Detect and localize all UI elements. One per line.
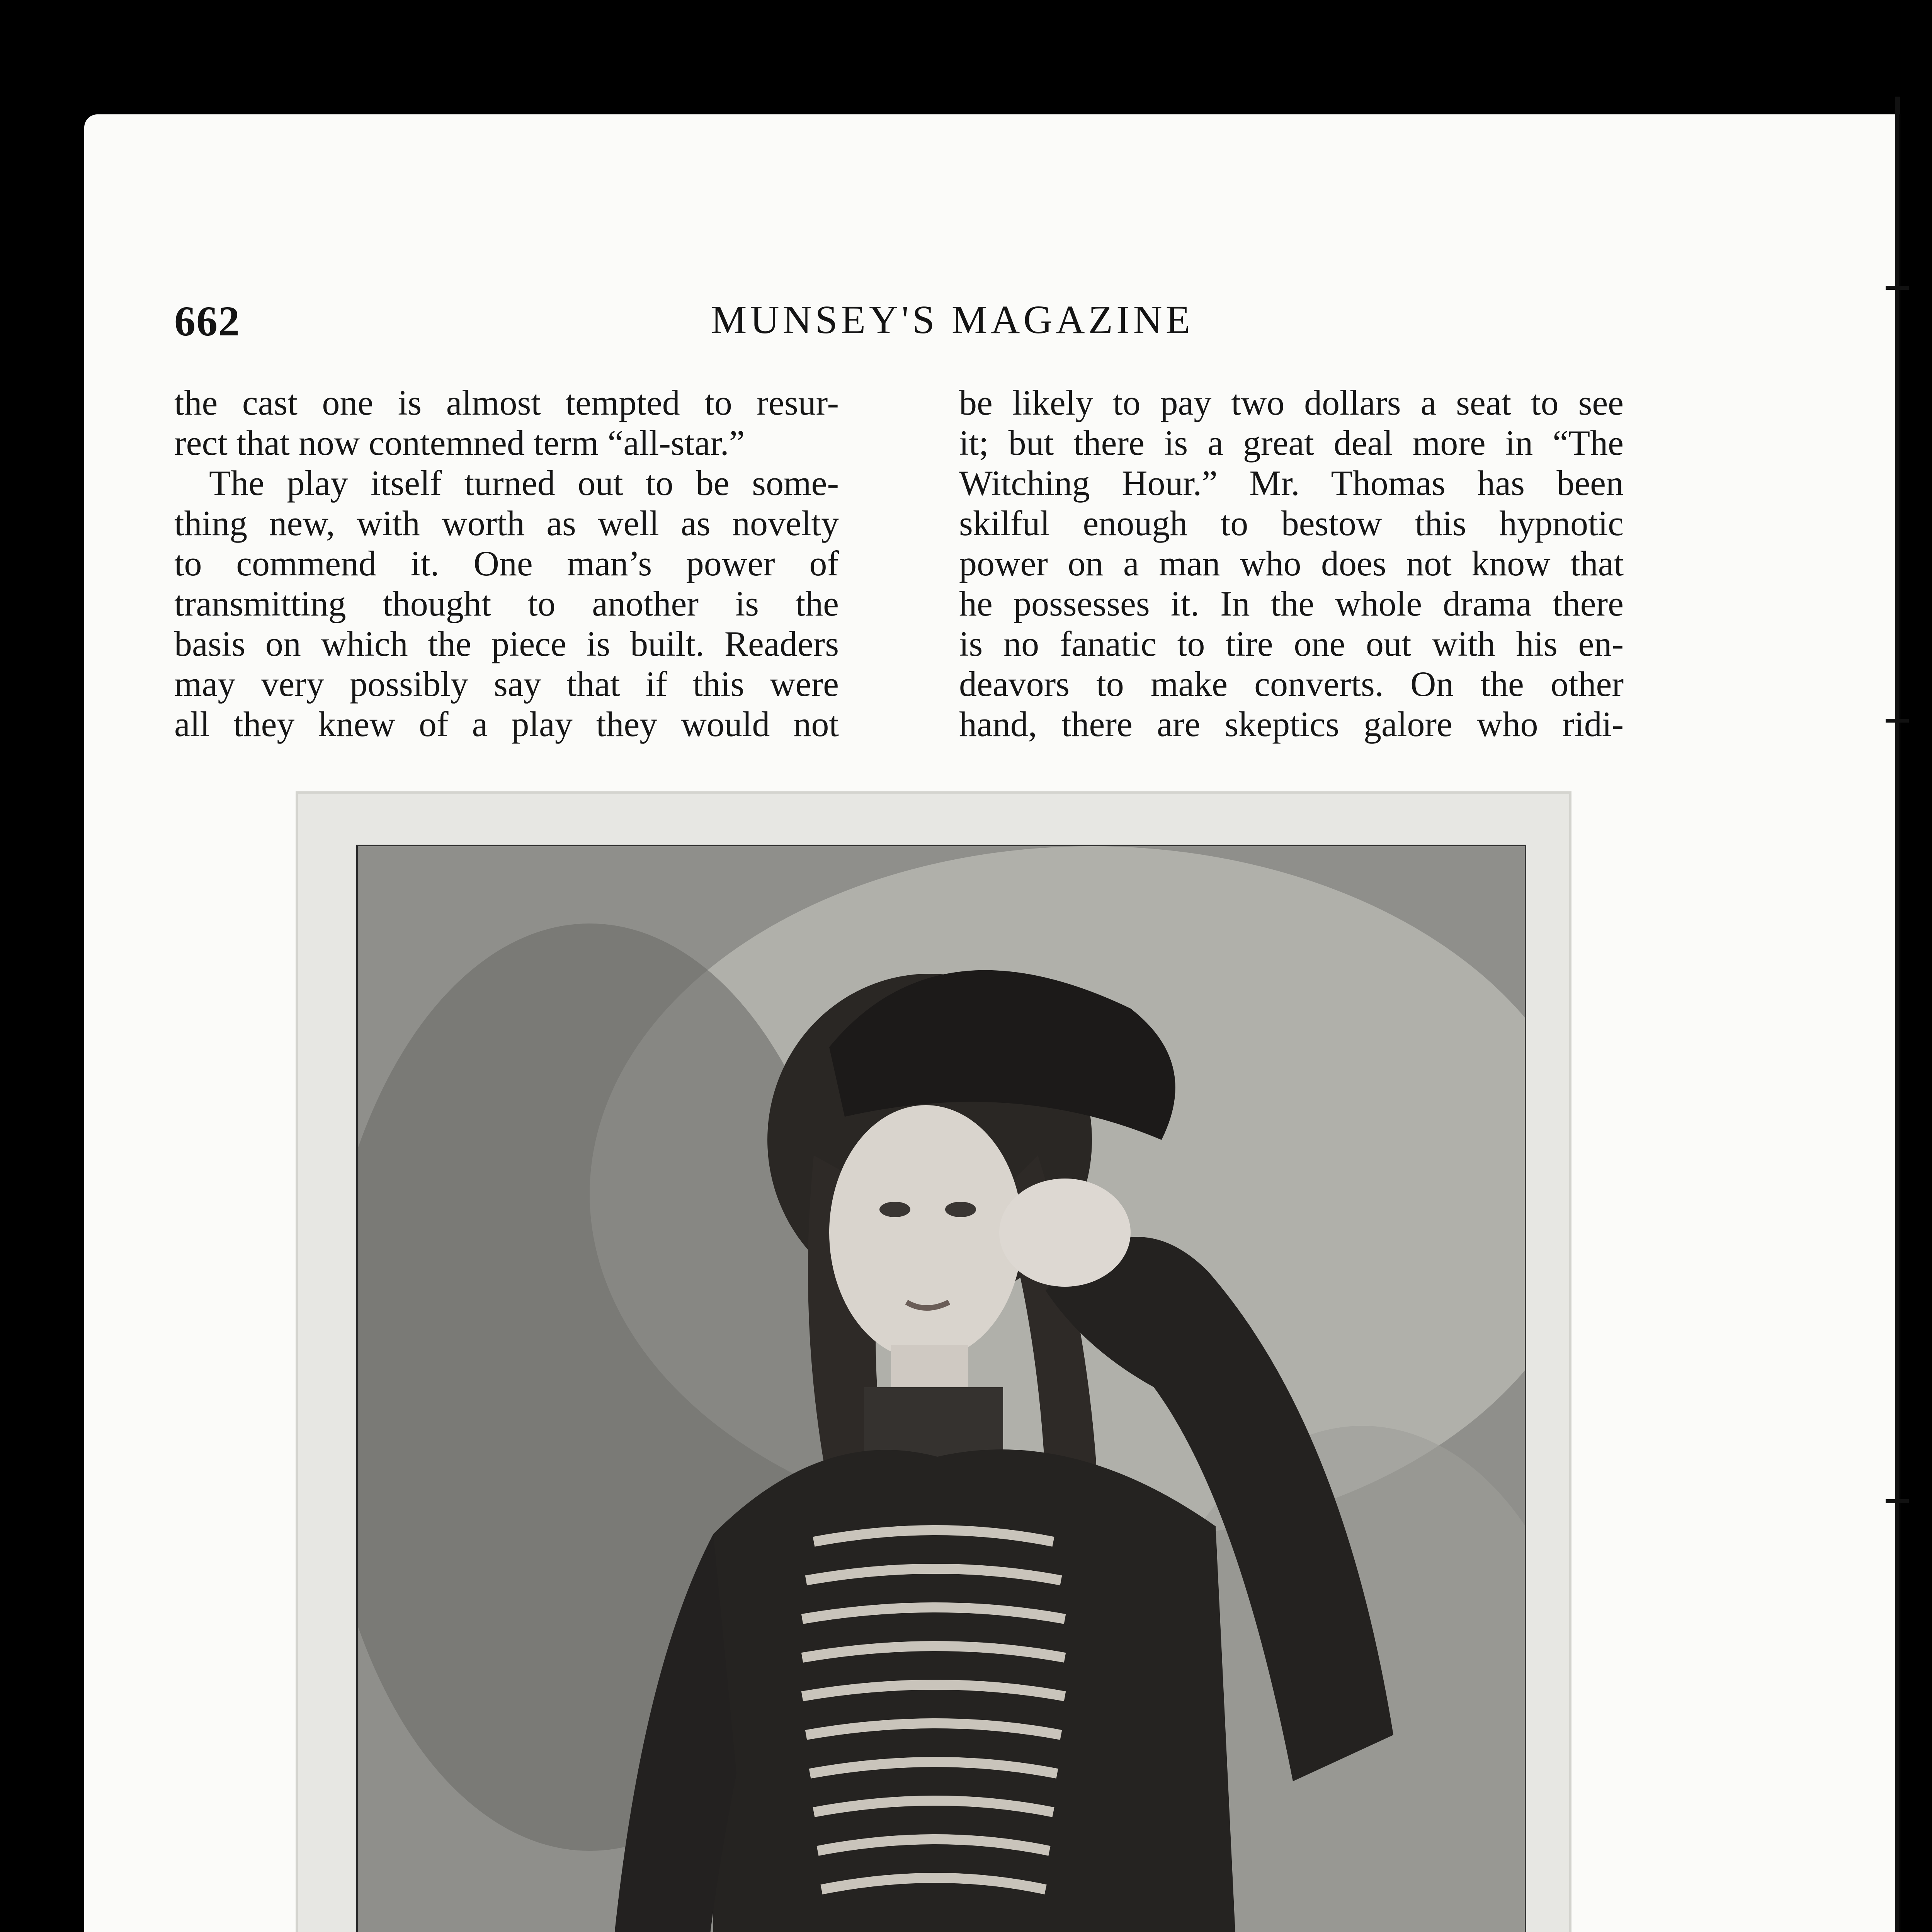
binding-edge <box>1895 97 1900 1932</box>
portrait-illustration <box>358 846 1525 1932</box>
binding-mark <box>1886 1499 1909 1503</box>
text-line: hand, there are skeptics galore who ridi- <box>959 704 1624 744</box>
text-line: deavors to make converts. On the other <box>959 664 1624 704</box>
text-line: is no fanatic to tire one out with his en- <box>959 624 1624 663</box>
binding-mark <box>1886 719 1909 723</box>
text-line: be likely to pay two dollars a seat to see <box>959 383 1624 422</box>
text-line: to commend it. One man’s power of <box>174 544 839 583</box>
text-column-left <box>174 383 839 744</box>
text-line: skilful enough to bestow this hypnotic <box>959 503 1624 543</box>
page-number: 662 <box>174 298 240 345</box>
text-line: The play itself turned out to be some- <box>209 463 839 503</box>
binding-mark <box>1886 286 1909 290</box>
text-line: Witching Hour.” Mr. Thomas has been <box>959 463 1624 503</box>
running-title: MUNSEY'S MAGAZINE <box>711 298 1194 342</box>
scan-border-top <box>0 0 1932 93</box>
text-line: the cast one is almost tempted to resur- <box>174 383 839 422</box>
text-line: he possesses it. In the whole drama there <box>959 584 1624 623</box>
portrait-photograph <box>356 845 1526 1932</box>
text-line: thing new, with worth as well as novelty <box>174 503 839 543</box>
text-line: power on a man who does not know that <box>959 544 1624 583</box>
text-line: basis on which the piece is built. Readers <box>174 624 839 663</box>
text-column-right <box>959 383 1624 744</box>
text-line: rect that now contemned term “all-star.” <box>174 423 745 463</box>
text-line: all they knew of a play they would not <box>174 704 839 744</box>
text-line: may very possibly say that if this were <box>174 664 839 704</box>
text-line: it; but there is a great deal more in “The <box>959 423 1624 463</box>
text-line: transmitting thought to another is the <box>174 584 839 623</box>
